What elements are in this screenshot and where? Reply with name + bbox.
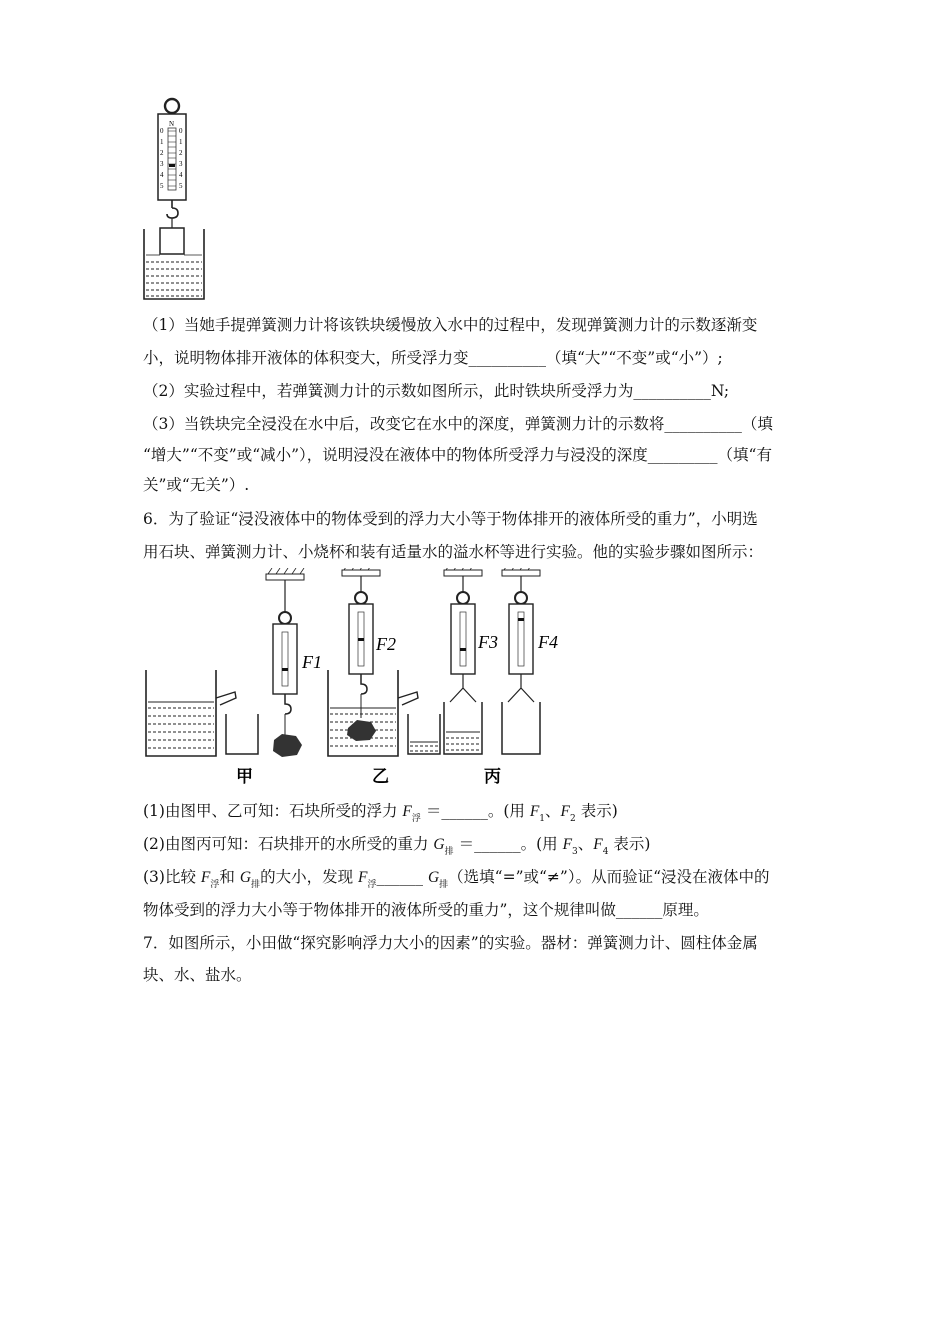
scale-hook (167, 200, 178, 218)
yi-small-beaker (408, 714, 440, 754)
iron-block (160, 228, 184, 254)
q7-line2: 块、水、盐水。 (143, 966, 252, 984)
tick-label: 1 (160, 138, 164, 146)
spring-scale-f4 (502, 568, 540, 754)
q6-sub1-text-b: ＝______。(用 (425, 802, 525, 820)
q6-sub1 (143, 800, 618, 830)
q6-sub2-text-a: (2)由图丙可知：石块排开的水所受的重力 (143, 835, 429, 853)
q6-sub1-text-c: 表示) (580, 802, 618, 820)
symbol-f: F (358, 869, 368, 886)
figure-experiment-steps (140, 568, 580, 790)
symbol-g: G (239, 869, 252, 886)
q6-intro-line2: 用石块、弹簧测力计、小烧杯和装有适量水的溢水杯等进行实验。他的实验步骤如图所示： (143, 543, 764, 561)
q6-sub2-text-b: ＝______。(用 (458, 835, 558, 853)
tick-label: 2 (179, 149, 183, 157)
q6-sub3-text-c: 的大小，发现 (260, 868, 354, 886)
tick-label: 1 (179, 138, 183, 146)
figure-label-bing: 丙 (484, 767, 501, 786)
symbol-f: F (200, 869, 211, 886)
q7-line1: 7．如图所示，小田做“探究影响浮力大小的因素”的实验。器材：弹簧测力计、圆柱体金属 (143, 934, 758, 952)
symbol-f: F (402, 803, 412, 820)
scale-unit-label: N (169, 120, 175, 128)
spring-scale-f2 (342, 568, 380, 741)
figure-label-yi: 乙 (372, 767, 389, 786)
water-pattern (146, 262, 202, 296)
q6-intro-line1: 6．为了验证“浸没液体中的物体受到的浮力大小等于物体排开的液体所受的重力”，小明选 (143, 510, 758, 528)
stone-f1 (273, 734, 302, 757)
subscript-4: 4 (602, 847, 609, 857)
q6-sub1-text-a: (1)由图甲、乙可知：石块所受的浮力 (143, 802, 398, 820)
q5-part1-line1: （1）当她手提弹簧测力计将该铁块缓慢放入水中的过程中，发现弹簧测力计的示数逐渐变 (143, 316, 758, 334)
symbol-f2: F (560, 803, 571, 820)
q5-part3-line2: “增大”“不变”或“减小”），说明浸没在液体中的物体所受浮力与浸没的深度_________（填“有 (143, 446, 772, 464)
subscript-pai: 排 (439, 880, 449, 890)
tick-label: 0 (179, 127, 183, 135)
tick-label: 4 (179, 171, 183, 179)
spring-scale-f1 (266, 568, 304, 757)
jia-small-beaker (226, 714, 258, 754)
subscript-pai: 排 (251, 880, 261, 890)
figure-label-jia: 甲 (236, 767, 253, 786)
force-label-f1: F1 (302, 652, 322, 672)
symbol-f4: F (593, 836, 603, 853)
q6-sub3-text-b: 和 (219, 868, 235, 886)
figure-spring-scale-iron-block (138, 96, 208, 302)
jia-overflow-cup (146, 670, 236, 756)
q6-sub3-text-d: （选填“=”或“≠”）。从而验证“浸没在液体中的 (448, 868, 770, 886)
scale-ring (165, 99, 179, 113)
tick-label: 5 (160, 182, 164, 190)
subscript-2: 2 (570, 814, 576, 824)
subscript-fu: 浮 (367, 880, 377, 890)
symbol-f3: F (562, 836, 573, 853)
q5-part3-line3: 关”或“无关”）. (143, 476, 250, 494)
subscript-fu: 浮 (210, 880, 220, 890)
symbol-g: G (427, 869, 440, 886)
subscript-fu: 浮 (411, 814, 421, 824)
tick-label: 0 (160, 127, 164, 135)
scale-tube (168, 128, 176, 190)
subscript-pai: 排 (444, 847, 454, 857)
tick-label: 2 (160, 149, 164, 157)
q5-part3-line1: （3）当铁块完全浸没在水中后，改变它在水中的深度，弹簧测力计的示数将__________（填 (143, 415, 773, 433)
symbol-g: G (433, 836, 445, 853)
q6-sub2 (143, 833, 650, 863)
force-label-f2: F2 (376, 634, 396, 654)
q6-sub3-line2: 物体受到的浮力大小等于物体排开的液体所受的重力”，这个规律叫做______原理。 (143, 901, 709, 919)
force-label-f4: F4 (538, 632, 558, 652)
tick-label: 5 (179, 182, 183, 190)
tick-label: 4 (160, 171, 164, 179)
answer-blank: ______ (376, 868, 423, 886)
q6-sub2-text-c: 表示) (613, 835, 651, 853)
tick-label: 3 (179, 160, 183, 168)
spring-scale-f3 (444, 568, 482, 754)
scale-pointer (169, 164, 175, 167)
subscript-1: 1 (539, 814, 546, 824)
tick-label: 3 (160, 160, 164, 168)
symbol-f1: F (529, 803, 540, 820)
q6-sub3-text-a: (3)比较 (143, 868, 196, 886)
q5-part1-line2: 小，说明物体排开液体的体积变大，所受浮力变__________（填“大”“不变”或“小”）; (143, 349, 723, 367)
yi-overflow-cup (328, 670, 418, 756)
q5-part2-line1: （2）实验过程中，若弹簧测力计的示数如图所示，此时铁块所受浮力为__________N; (143, 382, 730, 400)
separator: 、 (577, 835, 594, 853)
force-label-f3: F3 (478, 632, 498, 652)
subscript-3: 3 (572, 847, 578, 857)
separator: 、 (545, 802, 561, 820)
q6-sub3-line1 (143, 866, 770, 896)
